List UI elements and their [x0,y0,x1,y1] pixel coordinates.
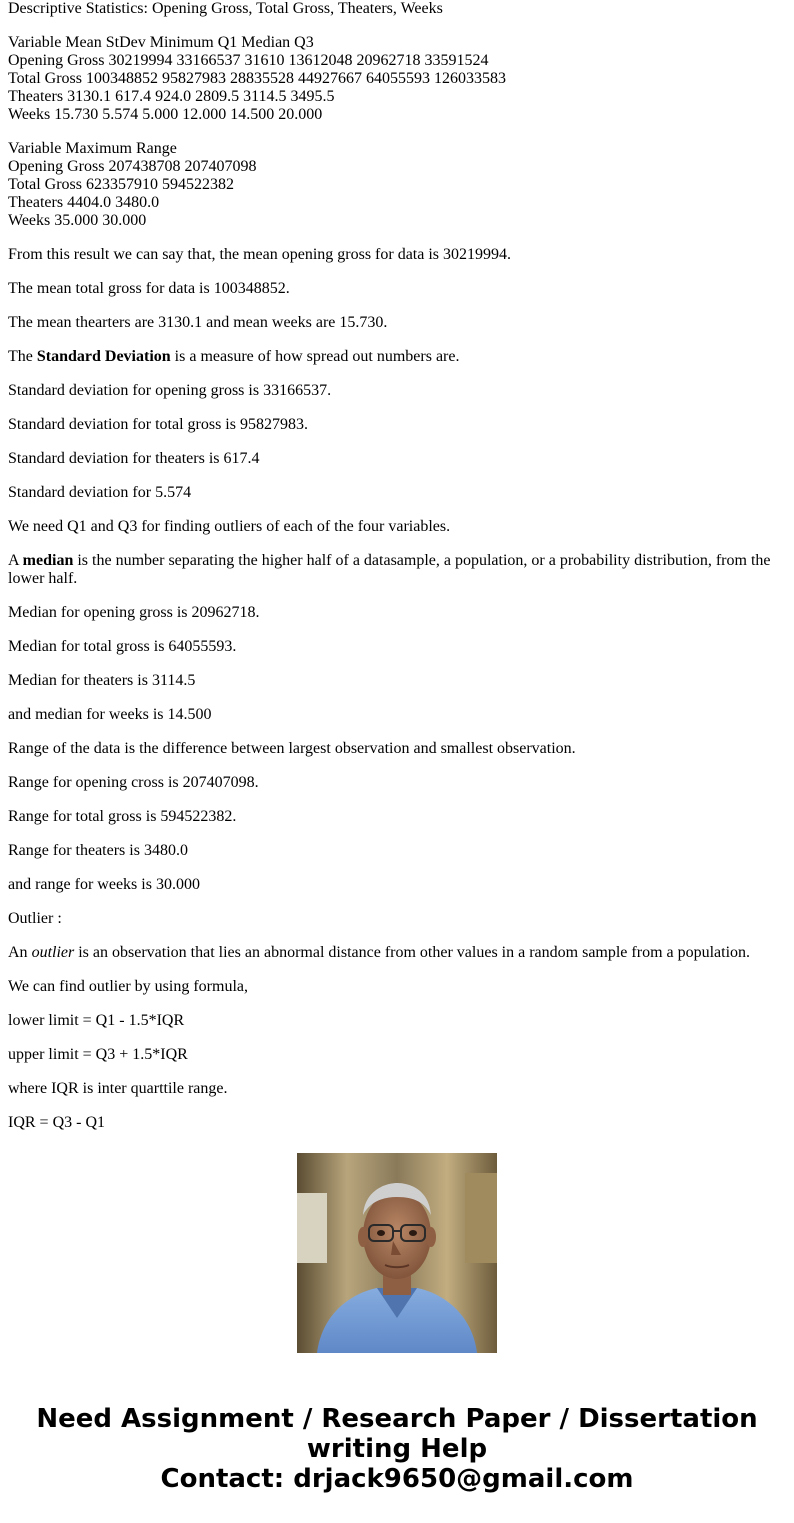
stats-table-1-header: Variable Mean StDev Minimum Q1 Median Q3 [8,34,314,51]
stats-table-2-row: Weeks 35.000 30.000 [8,212,147,229]
promo-line-1: Need Assignment / Research Paper / Dissertation [36,1404,758,1434]
paragraph-outlier-definition [8,944,786,962]
median-def-pre: A [8,552,23,569]
stats-table-1-row: Weeks 15.730 5.574 5.000 12.000 14.500 20.000 [8,106,323,123]
outlier-def-pre: An [8,944,32,961]
paragraph-iqr-definition: where IQR is inter quarttile range. [8,1080,228,1097]
paragraph-range-theaters: Range for theaters is 3480.0 [8,842,188,859]
stats-table-2-row: Total Gross 623357910 594522382 [8,176,234,193]
outlier-def-term: outlier [31,944,75,961]
paragraph-range-total: Range for total gross is 594522382. [8,808,237,825]
sd-def-pre: The [8,348,37,365]
paragraph-median-total: Median for total gross is 64055593. [8,638,237,655]
paragraph-iqr-formula: IQR = Q3 - Q1 [8,1114,106,1131]
paragraph-mean-total: The mean total gross for data is 100348852. [8,280,290,297]
stats-table-1-row: Opening Gross 30219994 33166537 31610 13612048 20962718 33591524 [8,52,489,69]
paragraph-sd-theaters: Standard deviation for theaters is 617.4 [8,450,260,467]
paragraph-outlier-heading: Outlier : [8,910,62,927]
paragraph-formula-intro: We can find outlier by using formula, [8,978,248,995]
paragraph-sd-definition [8,348,786,366]
stats-table-1-row: Total Gross 100348852 95827983 28835528 44927667 64055593 126033583 [8,70,506,87]
paragraph-sd-opening: Standard deviation for opening gross is 33166537. [8,382,332,399]
paragraph-q1-q3: We need Q1 and Q3 for finding outliers of each of the four variables. [8,518,451,535]
paragraph-range-weeks: and range for weeks is 30.000 [8,876,200,893]
stats-table-2-row: Opening Gross 207438708 207407098 [8,158,257,175]
paragraph-median-weeks: and median for weeks is 14.500 [8,706,212,723]
paragraph-median-theaters: Median for theaters is 3114.5 [8,672,196,689]
sd-def-term: Standard Deviation [36,348,171,365]
promo-banner [0,1404,794,1494]
stats-table-2 [8,140,786,230]
stats-table-2-header: Variable Maximum Range [8,140,177,157]
paragraph-upper-limit: upper limit = Q3 + 1.5*IQR [8,1046,188,1063]
promo-line-2: writing Help [306,1434,488,1464]
median-def-term: median [22,552,74,569]
document-title: Descriptive Statistics: Opening Gross, Total Gross, Theaters, Weeks [8,0,443,17]
paragraph-range-opening: Range for opening cross is 207407098. [8,774,259,791]
outlier-def-post: is an observation that lies an abnormal distance from other values in a random sample from a population. [74,944,751,961]
promo-contact: Contact: drjack9650@gmail.com [160,1464,634,1494]
paragraph-range-definition: Range of the data is the difference between largest observation and smallest observation. [8,740,576,757]
stats-table-1 [8,34,786,124]
stats-table-2-row: Theaters 4404.0 3480.0 [8,194,160,211]
paragraph-sd-weeks: Standard deviation for 5.574 [8,484,192,501]
document-body [8,0,786,1131]
paragraph-mean-opening: From this result we can say that, the mean opening gross for data is 30219994. [8,246,512,263]
paragraph-lower-limit: lower limit = Q1 - 1.5*IQR [8,1012,185,1029]
stats-table-1-row: Theaters 3130.1 617.4 924.0 2809.5 3114.5 3495.5 [8,88,335,105]
paragraph-mean-theaters: The mean thearters are 3130.1 and mean weeks are 15.730. [8,314,388,331]
paragraph-sd-total: Standard deviation for total gross is 95827983. [8,416,308,433]
sd-def-post: is a measure of how spread out numbers are. [170,348,460,365]
median-def-post: is the number separating the higher half of a datasample, a population, or a probability distribution, from the lower half. [8,552,771,587]
author-photo-icon [297,1153,497,1353]
paragraph-median-definition [8,552,786,588]
paragraph-median-opening: Median for opening gross is 20962718. [8,604,260,621]
